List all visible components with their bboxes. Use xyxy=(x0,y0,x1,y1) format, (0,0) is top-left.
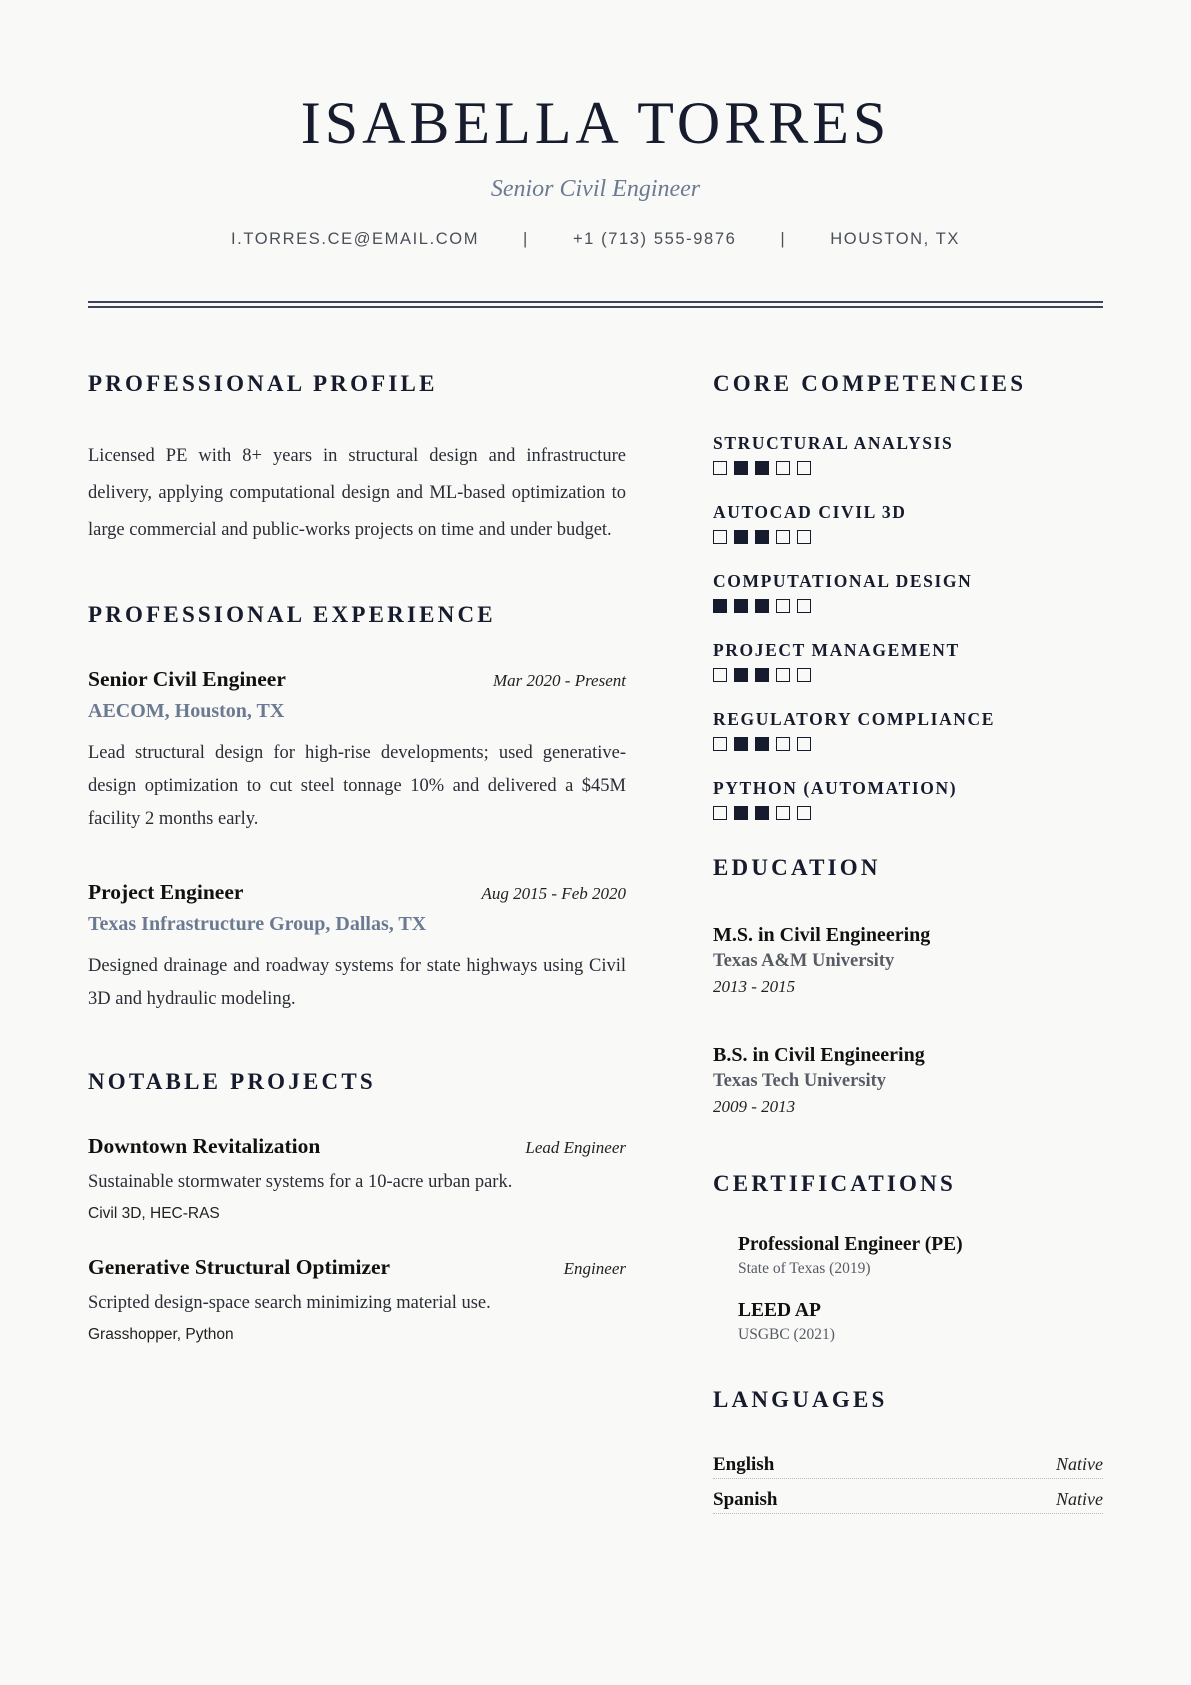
job-dates: Mar 2020 - Present xyxy=(493,671,626,690)
job-dates: Aug 2015 - Feb 2020 xyxy=(481,884,626,903)
skill-box-filled xyxy=(755,461,769,475)
education-degree: M.S. in Civil Engineering xyxy=(713,924,931,946)
language-item xyxy=(713,1489,1103,1514)
experience-heading: PROFESSIONAL EXPERIENCE xyxy=(88,602,496,627)
education-years: 2013 - 2015 xyxy=(713,977,796,996)
competency-name: AUTOCAD CIVIL 3D xyxy=(713,502,907,522)
language-level: Native xyxy=(1056,1454,1103,1474)
skill-box-empty xyxy=(797,599,811,613)
job-description: Designed drainage and roadway systems for state highways using Civil 3D and hydraulic modeling. xyxy=(88,956,626,1009)
skill-box-empty xyxy=(713,806,727,820)
competency-name: PROJECT MANAGEMENT xyxy=(713,640,960,660)
right-column xyxy=(713,370,1103,1524)
contact-email[interactable]: I.TORRES.CE@EMAIL.COM xyxy=(230,230,480,248)
education-degree: B.S. in Civil Engineering xyxy=(713,1044,925,1066)
project-tech: Grasshopper, Python xyxy=(88,1326,234,1343)
language-name: English xyxy=(713,1454,775,1475)
header-divider xyxy=(88,301,1103,308)
competency-name: REGULATORY COMPLIANCE xyxy=(713,709,996,729)
projects-heading: NOTABLE PROJECTS xyxy=(88,1069,376,1094)
certification-item xyxy=(738,1232,1103,1280)
skill-box-empty xyxy=(797,737,811,751)
skill-box-empty xyxy=(713,668,727,682)
competency-item xyxy=(713,639,1103,682)
skill-box-filled xyxy=(734,737,748,751)
education-entry xyxy=(713,1042,1103,1120)
contact-separator: | xyxy=(780,230,787,248)
language-level: Native xyxy=(1056,1489,1103,1509)
certifications-heading: CERTIFICATIONS xyxy=(713,1171,956,1196)
job-entry xyxy=(88,880,626,1016)
profile-text: Licensed PE with 8+ years in structural design and infrastructure delivery, applying computational design and ML-based optimization to large commercial and public-works projects on time and under budget. xyxy=(88,446,626,540)
project-description: Scripted design-space search minimizing material use. xyxy=(88,1293,491,1313)
competency-item xyxy=(713,501,1103,544)
job-title: Senior Civil Engineer xyxy=(88,667,286,691)
education-heading: EDUCATION xyxy=(713,855,881,880)
certification-list xyxy=(713,1232,1103,1346)
candidate-name: ISABELLA TORRES xyxy=(300,90,891,156)
competency-name: COMPUTATIONAL DESIGN xyxy=(713,571,973,591)
skill-box-filled xyxy=(755,668,769,682)
competency-name: STRUCTURAL ANALYSIS xyxy=(713,433,954,453)
competency-item xyxy=(713,570,1103,613)
job-entry xyxy=(88,667,626,836)
language-name: Spanish xyxy=(713,1489,778,1510)
skill-level-boxes xyxy=(713,530,1103,544)
skill-box-filled xyxy=(755,530,769,544)
certification-item xyxy=(738,1298,1103,1346)
language-list xyxy=(713,1454,1103,1514)
skill-box-empty xyxy=(797,668,811,682)
contact-location: HOUSTON, TX xyxy=(830,230,961,248)
project-description: Sustainable stormwater systems for a 10-acre urban park. xyxy=(88,1172,513,1192)
skill-box-empty xyxy=(797,461,811,475)
skill-box-filled xyxy=(734,530,748,544)
education-years: 2009 - 2013 xyxy=(713,1097,796,1116)
skill-box-filled xyxy=(755,599,769,613)
skill-box-filled xyxy=(755,737,769,751)
project-entry xyxy=(88,1255,626,1344)
skill-box-filled xyxy=(734,599,748,613)
competency-item xyxy=(713,708,1103,751)
job-company: AECOM, Houston, TX xyxy=(88,700,285,722)
skill-box-empty xyxy=(776,668,790,682)
skill-box-empty xyxy=(713,530,727,544)
job-title: Project Engineer xyxy=(88,880,244,904)
competency-name: PYTHON (AUTOMATION) xyxy=(713,778,958,798)
skill-box-filled xyxy=(734,806,748,820)
education-school: Texas A&M University xyxy=(713,951,895,971)
skill-box-empty xyxy=(776,599,790,613)
skill-box-empty xyxy=(713,461,727,475)
candidate-title: Senior Civil Engineer xyxy=(490,176,701,202)
skill-level-boxes xyxy=(713,737,1103,751)
skill-box-filled xyxy=(755,806,769,820)
profile-heading: PROFESSIONAL PROFILE xyxy=(88,371,438,396)
education-school: Texas Tech University xyxy=(713,1071,887,1091)
certification-name: LEED AP xyxy=(738,1300,821,1321)
skill-box-empty xyxy=(776,461,790,475)
skill-box-empty xyxy=(797,806,811,820)
skill-box-empty xyxy=(797,530,811,544)
certification-name: Professional Engineer (PE) xyxy=(738,1234,963,1255)
project-role: Engineer xyxy=(563,1259,626,1278)
certification-detail: USGBC (2021) xyxy=(738,1326,835,1343)
project-tech: Civil 3D, HEC-RAS xyxy=(88,1205,220,1222)
skill-box-filled xyxy=(734,461,748,475)
skill-box-empty xyxy=(776,806,790,820)
contact-phone[interactable]: +1 (713) 555-9876 xyxy=(572,230,737,248)
skill-level-boxes xyxy=(713,599,1103,613)
skill-level-boxes xyxy=(713,461,1103,475)
job-company: Texas Infrastructure Group, Dallas, TX xyxy=(88,913,427,935)
skill-box-filled xyxy=(734,668,748,682)
certification-detail: State of Texas (2019) xyxy=(738,1260,871,1277)
competency-item xyxy=(713,777,1103,820)
resume-header xyxy=(88,0,1103,308)
project-entry xyxy=(88,1134,626,1223)
project-role: Lead Engineer xyxy=(525,1138,626,1157)
contact-line xyxy=(88,230,1103,249)
skill-box-filled xyxy=(713,599,727,613)
education-entry xyxy=(713,922,1103,1000)
skill-box-empty xyxy=(776,737,790,751)
skill-box-empty xyxy=(713,737,727,751)
skill-level-boxes xyxy=(713,806,1103,820)
contact-separator: | xyxy=(523,230,529,248)
language-item xyxy=(713,1454,1103,1479)
competency-item xyxy=(713,432,1103,475)
job-description: Lead structural design for high-rise developments; used generative-design optimization to cut steel tonnage 10% and delivered a $45M facility 2 months early. xyxy=(88,743,626,829)
resume-columns xyxy=(88,370,1103,1524)
competency-list xyxy=(713,432,1103,820)
project-title: Downtown Revitalization xyxy=(88,1134,321,1158)
skill-level-boxes xyxy=(713,668,1103,682)
competencies-heading: CORE COMPETENCIES xyxy=(713,371,1027,396)
left-column xyxy=(88,370,626,1524)
skill-box-empty xyxy=(776,530,790,544)
project-title: Generative Structural Optimizer xyxy=(88,1255,391,1279)
languages-heading: LANGUAGES xyxy=(713,1387,888,1412)
